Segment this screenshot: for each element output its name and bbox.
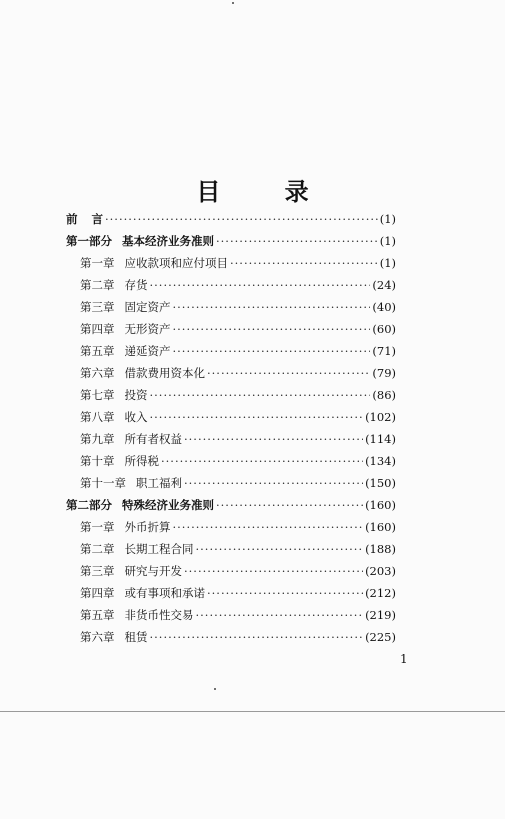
entry-title: 长期工程合同 bbox=[124, 542, 194, 556]
toc-entry[interactable] bbox=[80, 319, 396, 339]
toc-entry[interactable] bbox=[80, 429, 396, 449]
toc-entry[interactable] bbox=[80, 539, 396, 559]
entry-title: 无形资产 bbox=[124, 322, 171, 336]
toc-entry[interactable] bbox=[66, 231, 396, 251]
entry-title: 收入 bbox=[124, 410, 148, 424]
entry-title: 特殊经济业务准则 bbox=[122, 498, 214, 512]
entry-page: (212) bbox=[365, 586, 396, 600]
entry-title: 所得税 bbox=[124, 454, 159, 468]
page-title: 目 录 bbox=[196, 178, 337, 206]
dot-leader bbox=[173, 520, 364, 534]
toc-entry[interactable] bbox=[80, 341, 396, 361]
entry-number: 第二部分 bbox=[66, 498, 112, 512]
dot-leader bbox=[207, 366, 370, 380]
entry-number: 第七章 bbox=[80, 388, 115, 402]
entry-page: (134) bbox=[365, 454, 396, 468]
entry-number: 第八章 bbox=[80, 410, 115, 424]
toc-entry[interactable] bbox=[80, 297, 396, 317]
entry-page: (150) bbox=[365, 476, 396, 490]
dot-leader bbox=[216, 234, 378, 248]
entry-number: 第十一章 bbox=[80, 476, 126, 490]
dot-leader bbox=[173, 300, 371, 314]
toc-entry[interactable] bbox=[66, 209, 396, 229]
dot-leader bbox=[184, 564, 363, 578]
toc-entry[interactable] bbox=[80, 253, 396, 273]
toc-entry[interactable] bbox=[80, 605, 396, 625]
entry-page: (102) bbox=[365, 410, 396, 424]
entry-number: 第六章 bbox=[80, 630, 115, 644]
entry-page: (1) bbox=[379, 234, 396, 248]
toc-entry[interactable] bbox=[80, 363, 396, 383]
scan-speck bbox=[214, 688, 216, 690]
entry-page: (79) bbox=[372, 366, 396, 380]
entry-number: 第四章 bbox=[80, 322, 115, 336]
dot-leader bbox=[150, 410, 364, 424]
toc-entry[interactable] bbox=[80, 583, 396, 603]
entry-number: 第九章 bbox=[80, 432, 115, 446]
dot-leader bbox=[161, 454, 363, 468]
entry-title: 租赁 bbox=[124, 630, 148, 644]
scan-speck bbox=[232, 2, 234, 4]
entry-page: (203) bbox=[365, 564, 396, 578]
dot-leader bbox=[105, 212, 378, 226]
entry-title: 借款费用资本化 bbox=[124, 366, 205, 380]
dot-leader bbox=[150, 630, 364, 644]
entry-page: (1) bbox=[379, 212, 396, 226]
entry-title: 递延资产 bbox=[124, 344, 171, 358]
entry-number: 第二章 bbox=[80, 542, 115, 556]
entry-number: 第一章 bbox=[80, 520, 115, 534]
toc-entry[interactable] bbox=[80, 473, 396, 493]
dot-leader bbox=[216, 498, 363, 512]
dot-leader bbox=[230, 256, 378, 270]
entry-page: (219) bbox=[365, 608, 396, 622]
entry-title: 基本经济业务准则 bbox=[122, 234, 214, 248]
toc-entry[interactable] bbox=[80, 517, 396, 537]
entry-title: 或有事项和承诺 bbox=[124, 586, 205, 600]
entry-title: 存货 bbox=[124, 278, 148, 292]
toc-entry[interactable] bbox=[80, 451, 396, 471]
entry-number: 第三章 bbox=[80, 300, 115, 314]
dot-leader bbox=[207, 586, 363, 600]
dot-leader bbox=[184, 476, 363, 490]
entry-page: (40) bbox=[372, 300, 396, 314]
entry-number: 第四章 bbox=[80, 586, 115, 600]
entry-page: (1) bbox=[379, 256, 396, 270]
entry-number: 第六章 bbox=[80, 366, 115, 380]
entry-page: (225) bbox=[365, 630, 396, 644]
toc-entry[interactable] bbox=[80, 385, 396, 405]
toc-entry[interactable] bbox=[80, 561, 396, 581]
toc-entry[interactable] bbox=[80, 275, 396, 295]
entry-number: 第二章 bbox=[80, 278, 115, 292]
scan-edge-line bbox=[0, 711, 505, 712]
dot-leader bbox=[196, 542, 364, 556]
entry-page: (114) bbox=[365, 432, 396, 446]
entry-page: (160) bbox=[365, 520, 396, 534]
entry-page: (60) bbox=[372, 322, 396, 336]
toc-entry[interactable] bbox=[66, 495, 396, 515]
dot-leader bbox=[173, 322, 371, 336]
entry-title: 职工福利 bbox=[136, 476, 182, 490]
entry-title: 外币折算 bbox=[124, 520, 171, 534]
entry-title: 所有者权益 bbox=[124, 432, 182, 446]
entry-number: 第十章 bbox=[80, 454, 115, 468]
entry-title: 应收款项和应付项目 bbox=[124, 256, 228, 270]
entry-page: (160) bbox=[365, 498, 396, 512]
dot-leader bbox=[196, 608, 364, 622]
entry-title: 固定资产 bbox=[124, 300, 171, 314]
entry-number: 前 bbox=[66, 212, 78, 226]
dot-leader bbox=[150, 388, 371, 402]
entry-number: 第一章 bbox=[80, 256, 115, 270]
toc-entry[interactable] bbox=[80, 407, 396, 427]
dot-leader bbox=[173, 344, 371, 358]
dot-leader bbox=[150, 278, 371, 292]
entry-title: 言 bbox=[91, 212, 103, 226]
dot-leader bbox=[184, 432, 363, 446]
entry-title: 非货币性交易 bbox=[124, 608, 194, 622]
page-number: 1 bbox=[400, 652, 408, 666]
entry-page: (71) bbox=[372, 344, 396, 358]
entry-title: 投资 bbox=[124, 388, 148, 402]
entry-title: 研究与开发 bbox=[124, 564, 182, 578]
entry-page: (24) bbox=[372, 278, 396, 292]
entry-number: 第一部分 bbox=[66, 234, 112, 248]
entry-page: (188) bbox=[365, 542, 396, 556]
toc-entry[interactable] bbox=[80, 627, 396, 647]
entry-number: 第五章 bbox=[80, 344, 115, 358]
entry-page: (86) bbox=[372, 388, 396, 402]
entry-number: 第三章 bbox=[80, 564, 115, 578]
entry-number: 第五章 bbox=[80, 608, 115, 622]
